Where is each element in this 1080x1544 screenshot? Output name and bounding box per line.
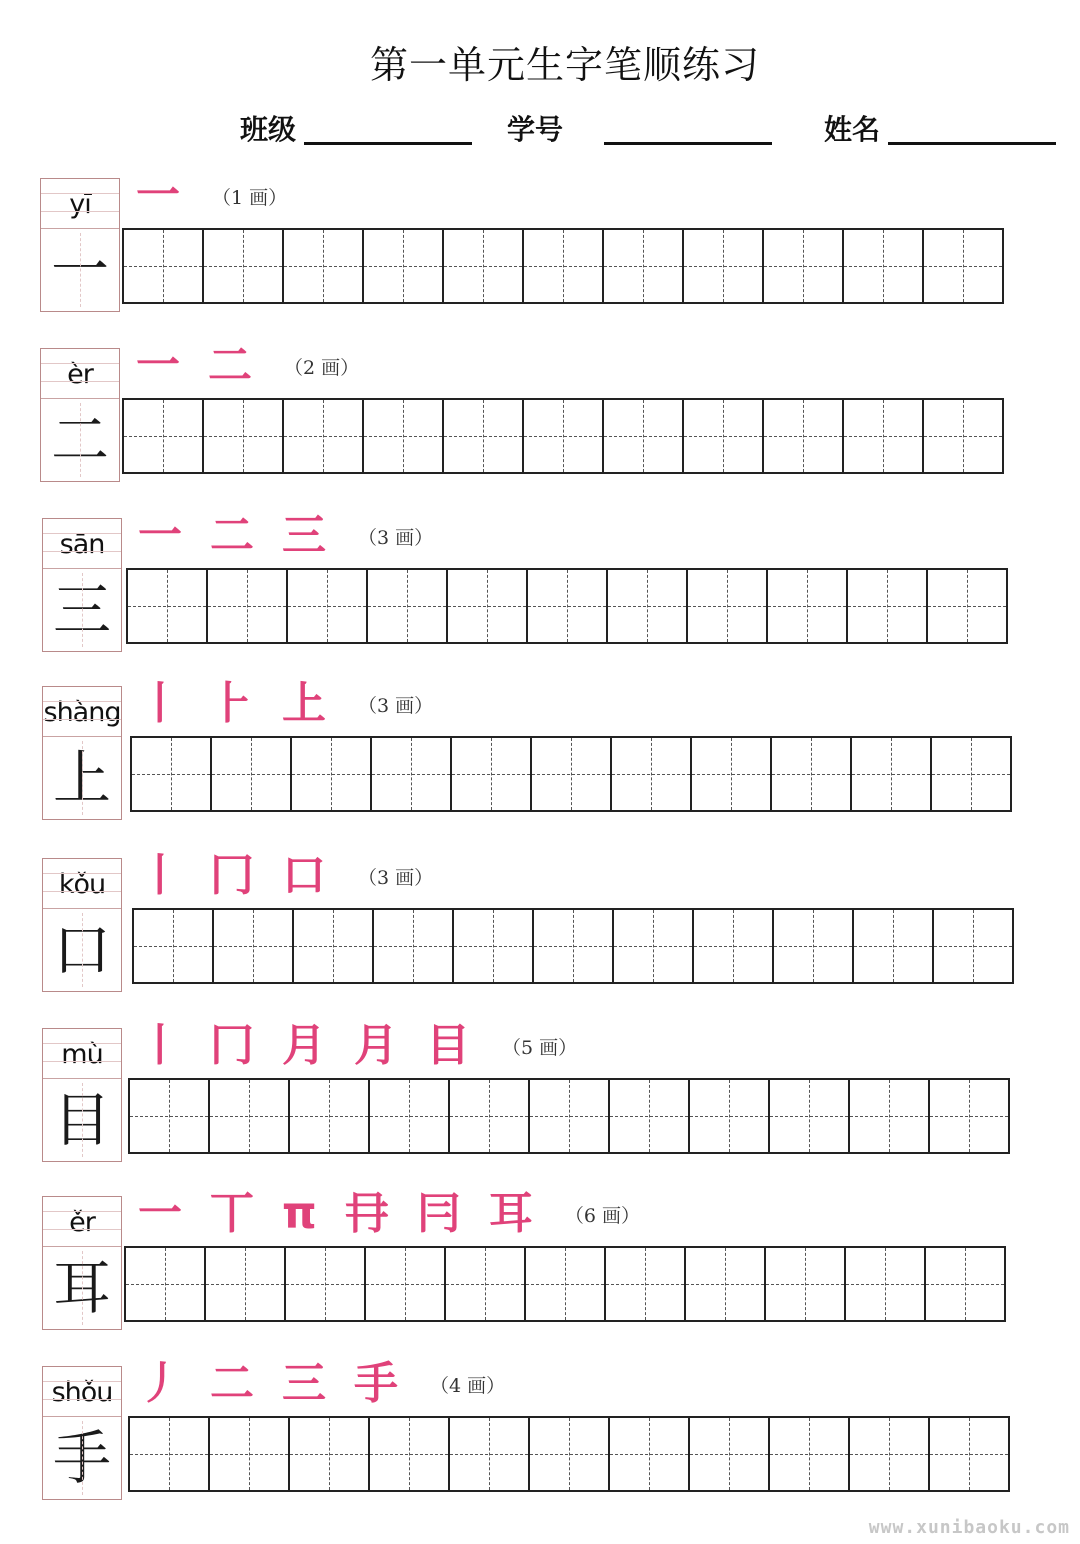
stroke-count: （1 画） [212, 186, 288, 209]
tianzige-cell[interactable] [210, 1078, 290, 1154]
stroke-step: 丅 [210, 1188, 254, 1239]
stroke-step: 一 [136, 340, 180, 391]
tianzige-cell[interactable] [932, 736, 1012, 812]
pinyin-label: yī [41, 179, 119, 229]
tianzige-cell[interactable] [450, 1078, 530, 1154]
tianzige-cell[interactable] [284, 398, 364, 474]
tianzige-cell[interactable] [926, 1246, 1006, 1322]
practice-row [40, 170, 1040, 312]
tianzige-cell[interactable] [850, 1416, 930, 1492]
stroke-count: （2 画） [284, 356, 360, 379]
tianzige-cell[interactable] [130, 1416, 210, 1492]
stroke-count: （3 画） [358, 866, 434, 889]
writing-grid [130, 736, 1012, 812]
stroke-order-sequence [138, 508, 433, 564]
stroke-step: 一 [136, 170, 180, 221]
tianzige-cell[interactable] [446, 1246, 526, 1322]
tianzige-cell[interactable] [526, 1246, 606, 1322]
tianzige-cell[interactable] [688, 568, 768, 644]
tianzige-cell[interactable] [206, 1246, 286, 1322]
tianzige-cell[interactable] [212, 736, 292, 812]
stroke-order-sequence [138, 676, 433, 732]
class-label: 班级 [240, 113, 297, 146]
tianzige-cell[interactable] [364, 228, 444, 304]
tianzige-cell[interactable] [204, 398, 284, 474]
tianzige-cell[interactable] [606, 1246, 686, 1322]
stroke-step: 冄 [344, 1188, 389, 1239]
tianzige-cell[interactable] [126, 1246, 206, 1322]
stroke-step: 口 [282, 850, 326, 901]
tianzige-cell[interactable] [450, 1416, 530, 1492]
tianzige-cell[interactable] [524, 228, 604, 304]
model-character: 一 [41, 229, 119, 311]
stroke-step: 三 [282, 1358, 326, 1409]
tianzige-cell[interactable] [766, 1246, 846, 1322]
stroke-order-sequence [138, 1018, 577, 1074]
student-number-blank[interactable] [604, 142, 772, 145]
pinyin-character-box [40, 178, 120, 312]
model-character: 口 [43, 909, 121, 991]
stroke-order-sequence [138, 1356, 505, 1412]
stroke-count: （5 画） [502, 1036, 578, 1059]
practice-row [42, 510, 1042, 652]
model-character: 上 [43, 737, 121, 819]
tianzige-cell[interactable] [610, 1078, 690, 1154]
model-character: 耳 [43, 1247, 121, 1329]
writing-grid [128, 1416, 1010, 1492]
model-character: 目 [43, 1079, 121, 1161]
practice-row [42, 850, 1042, 992]
writing-grid [126, 568, 1008, 644]
tianzige-cell[interactable] [604, 228, 684, 304]
tianzige-cell[interactable] [452, 736, 532, 812]
tianzige-cell[interactable] [444, 228, 524, 304]
model-character: 二 [41, 399, 119, 481]
pinyin-label: shǒu [43, 1367, 121, 1417]
tianzige-cell[interactable] [930, 1416, 1010, 1492]
tianzige-cell[interactable] [692, 736, 772, 812]
tianzige-cell[interactable] [772, 736, 852, 812]
tianzige-cell[interactable] [684, 228, 764, 304]
tianzige-cell[interactable] [124, 228, 204, 304]
tianzige-cell[interactable] [934, 908, 1014, 984]
tianzige-cell[interactable] [610, 1416, 690, 1492]
tianzige-cell[interactable] [690, 1416, 770, 1492]
tianzige-cell[interactable] [292, 736, 372, 812]
tianzige-cell[interactable] [372, 736, 452, 812]
tianzige-cell[interactable] [614, 908, 694, 984]
tianzige-cell[interactable] [370, 1078, 450, 1154]
tianzige-cell[interactable] [686, 1246, 766, 1322]
tianzige-cell[interactable] [924, 398, 1004, 474]
tianzige-cell[interactable] [448, 568, 528, 644]
tianzige-cell[interactable] [774, 908, 854, 984]
stroke-step: 冂 [210, 1020, 254, 1071]
name-label: 姓名 [824, 113, 881, 146]
writing-grid [122, 398, 1004, 474]
tianzige-cell[interactable] [530, 1078, 610, 1154]
tianzige-cell[interactable] [530, 1416, 610, 1492]
tianzige-cell[interactable] [132, 736, 212, 812]
stroke-step: 一 [138, 1188, 182, 1239]
pinyin-character-box [42, 1028, 122, 1162]
stroke-count: （3 画） [358, 694, 434, 717]
tianzige-cell[interactable] [366, 1246, 446, 1322]
tianzige-cell[interactable] [134, 908, 214, 984]
name-blank[interactable] [888, 142, 1056, 145]
watermark: www.xunibaoku.com [868, 1517, 1070, 1538]
page-title: 第一单元生字笔顺练习 [369, 43, 760, 87]
model-character: 三 [43, 569, 121, 651]
tianzige-cell[interactable] [694, 908, 774, 984]
stroke-step: ⺊ [210, 678, 254, 729]
tianzige-cell[interactable] [124, 398, 204, 474]
stroke-step: 二 [210, 1358, 254, 1409]
tianzige-cell[interactable] [930, 1078, 1010, 1154]
class-blank[interactable] [304, 142, 472, 145]
stroke-step: 二 [208, 340, 252, 391]
tianzige-cell[interactable] [848, 568, 928, 644]
tianzige-cell[interactable] [130, 1078, 210, 1154]
stroke-step: 丨 [138, 678, 182, 729]
tianzige-cell[interactable] [764, 398, 844, 474]
pinyin-label: ěr [43, 1197, 121, 1247]
tianzige-cell[interactable] [444, 398, 524, 474]
tianzige-cell[interactable] [370, 1416, 450, 1492]
tianzige-cell[interactable] [368, 568, 448, 644]
practice-row [40, 340, 1040, 482]
tianzige-cell[interactable] [770, 1416, 850, 1492]
tianzige-cell[interactable] [534, 908, 614, 984]
stroke-step: 上 [282, 678, 326, 729]
tianzige-cell[interactable] [204, 228, 284, 304]
tianzige-cell[interactable] [924, 228, 1004, 304]
pinyin-character-box [42, 1196, 122, 1330]
tianzige-cell[interactable] [844, 398, 924, 474]
writing-grid [124, 1246, 1006, 1322]
stroke-count: （6 画） [564, 1204, 640, 1227]
model-character: 手 [43, 1417, 121, 1499]
tianzige-cell[interactable] [852, 736, 932, 812]
pinyin-label: sān [43, 519, 121, 569]
tianzige-cell[interactable] [854, 908, 934, 984]
tianzige-cell[interactable] [524, 398, 604, 474]
tianzige-cell[interactable] [290, 1416, 370, 1492]
tianzige-cell[interactable] [928, 568, 1008, 644]
stroke-step: 冂 [210, 850, 254, 901]
stroke-step: 二 [210, 510, 254, 561]
practice-row [42, 1020, 1042, 1162]
tianzige-cell[interactable] [532, 736, 612, 812]
pinyin-label: èr [41, 349, 119, 399]
stroke-step: 一 [138, 510, 182, 561]
tianzige-cell[interactable] [604, 398, 684, 474]
pinyin-character-box [40, 348, 120, 482]
pinyin-label: mù [43, 1029, 121, 1079]
tianzige-cell[interactable] [846, 1246, 926, 1322]
tianzige-cell[interactable] [612, 736, 692, 812]
practice-row [42, 1358, 1042, 1500]
tianzige-cell[interactable] [374, 908, 454, 984]
pinyin-character-box [42, 858, 122, 992]
tianzige-cell[interactable] [850, 1078, 930, 1154]
tianzige-cell[interactable] [364, 398, 444, 474]
stroke-step: 丨 [138, 850, 182, 901]
tianzige-cell[interactable] [528, 568, 608, 644]
pinyin-label: shàng [43, 687, 121, 737]
stroke-step: 月 [282, 1020, 326, 1071]
stroke-step: 三 [282, 510, 326, 561]
tianzige-cell[interactable] [208, 568, 288, 644]
stroke-order-sequence [136, 168, 287, 224]
stroke-step: 冃 [416, 1188, 461, 1239]
pinyin-character-box [42, 686, 122, 820]
tianzige-cell[interactable] [608, 568, 688, 644]
tianzige-cell[interactable] [768, 568, 848, 644]
pinyin-character-box [42, 518, 122, 652]
stroke-order-sequence [136, 338, 359, 394]
practice-row [42, 678, 1042, 820]
stroke-step: 手 [354, 1358, 398, 1409]
stroke-step: π [282, 1188, 317, 1239]
writing-grid [128, 1078, 1010, 1154]
tianzige-cell[interactable] [286, 1246, 366, 1322]
tianzige-cell[interactable] [684, 398, 764, 474]
tianzige-cell[interactable] [844, 228, 924, 304]
tianzige-cell[interactable] [288, 568, 368, 644]
stroke-step: 月 [354, 1020, 398, 1071]
stroke-step: 丨 [138, 1020, 182, 1071]
student-info-bar [0, 108, 1080, 148]
stroke-count: （3 画） [358, 526, 434, 549]
stroke-count: （4 画） [430, 1374, 506, 1397]
pinyin-label: kǒu [43, 859, 121, 909]
tianzige-cell[interactable] [690, 1078, 770, 1154]
student-number-label: 学号 [507, 113, 564, 146]
tianzige-cell[interactable] [770, 1078, 850, 1154]
stroke-step: 丿 [138, 1358, 182, 1409]
tianzige-cell[interactable] [764, 228, 844, 304]
writing-grid [132, 908, 1014, 984]
tianzige-cell[interactable] [290, 1078, 370, 1154]
stroke-step: 耳 [488, 1188, 533, 1239]
stroke-order-sequence [138, 848, 433, 904]
tianzige-cell[interactable] [214, 908, 294, 984]
stroke-order-sequence [138, 1186, 640, 1242]
tianzige-cell[interactable] [128, 568, 208, 644]
tianzige-cell[interactable] [294, 908, 374, 984]
practice-row [42, 1188, 1042, 1330]
pinyin-character-box [42, 1366, 122, 1500]
tianzige-cell[interactable] [284, 228, 364, 304]
stroke-step: 目 [426, 1020, 470, 1071]
tianzige-cell[interactable] [454, 908, 534, 984]
tianzige-cell[interactable] [210, 1416, 290, 1492]
writing-grid [122, 228, 1004, 304]
